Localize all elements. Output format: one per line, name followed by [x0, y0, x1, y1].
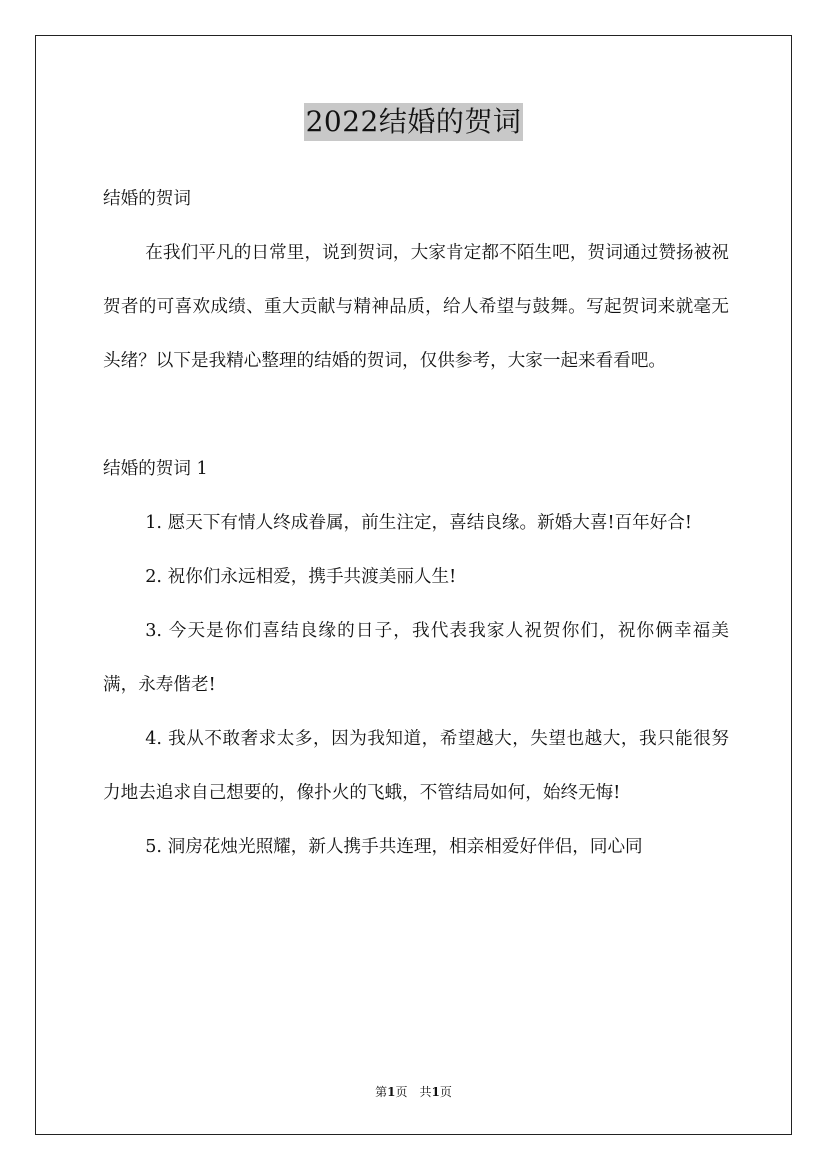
footer-text: 页 共: [395, 1085, 432, 1099]
current-page-number: 1: [387, 1085, 396, 1099]
list-item: 3. 今天是你们喜结良缘的日子，我代表我家人祝贺你们，祝你俩幸福美满，永寿偕老!: [103, 621, 729, 695]
list-item: 1. 愿天下有情人终成眷属，前生注定，喜结良缘。新婚大喜!百年好合!: [145, 513, 692, 533]
total-page-number: 1: [431, 1085, 440, 1099]
paragraph-spacer: [103, 388, 729, 442]
section-heading: 结婚的贺词 1: [103, 459, 208, 479]
intro-paragraph: 在我们平凡的日常里，说到贺词，大家肯定都不陌生吧，贺词通过赞扬被祝贺者的可喜欢成绩、重大贡献与精神品质，给人希望与鼓舞。写起贺词来就毫无头绪？以下是我精心整理的结婚的贺词，仅供参考，大家一起来看看吧。: [103, 243, 729, 371]
page-footer: [0, 1084, 827, 1100]
footer-text: 页: [439, 1085, 452, 1099]
list-item: 5. 洞房花烛光照耀，新人携手共连理，相亲相爱好伴侣，同心同: [145, 837, 643, 857]
footer-text: 第: [375, 1085, 388, 1099]
subtitle: 结婚的贺词: [103, 189, 191, 209]
list-item: 4. 我从不敢奢求太多，因为我知道，希望越大，失望也越大，我只能很努力地去追求自己想要的，像扑火的飞蛾，不管结局如何，始终无悔!: [103, 729, 729, 803]
document-title: 2022结婚的贺词: [304, 103, 524, 141]
list-item: 2. 祝你们永远相爱，携手共渡美丽人生!: [145, 567, 457, 587]
title-container: [0, 103, 827, 141]
document-body: [103, 172, 729, 874]
